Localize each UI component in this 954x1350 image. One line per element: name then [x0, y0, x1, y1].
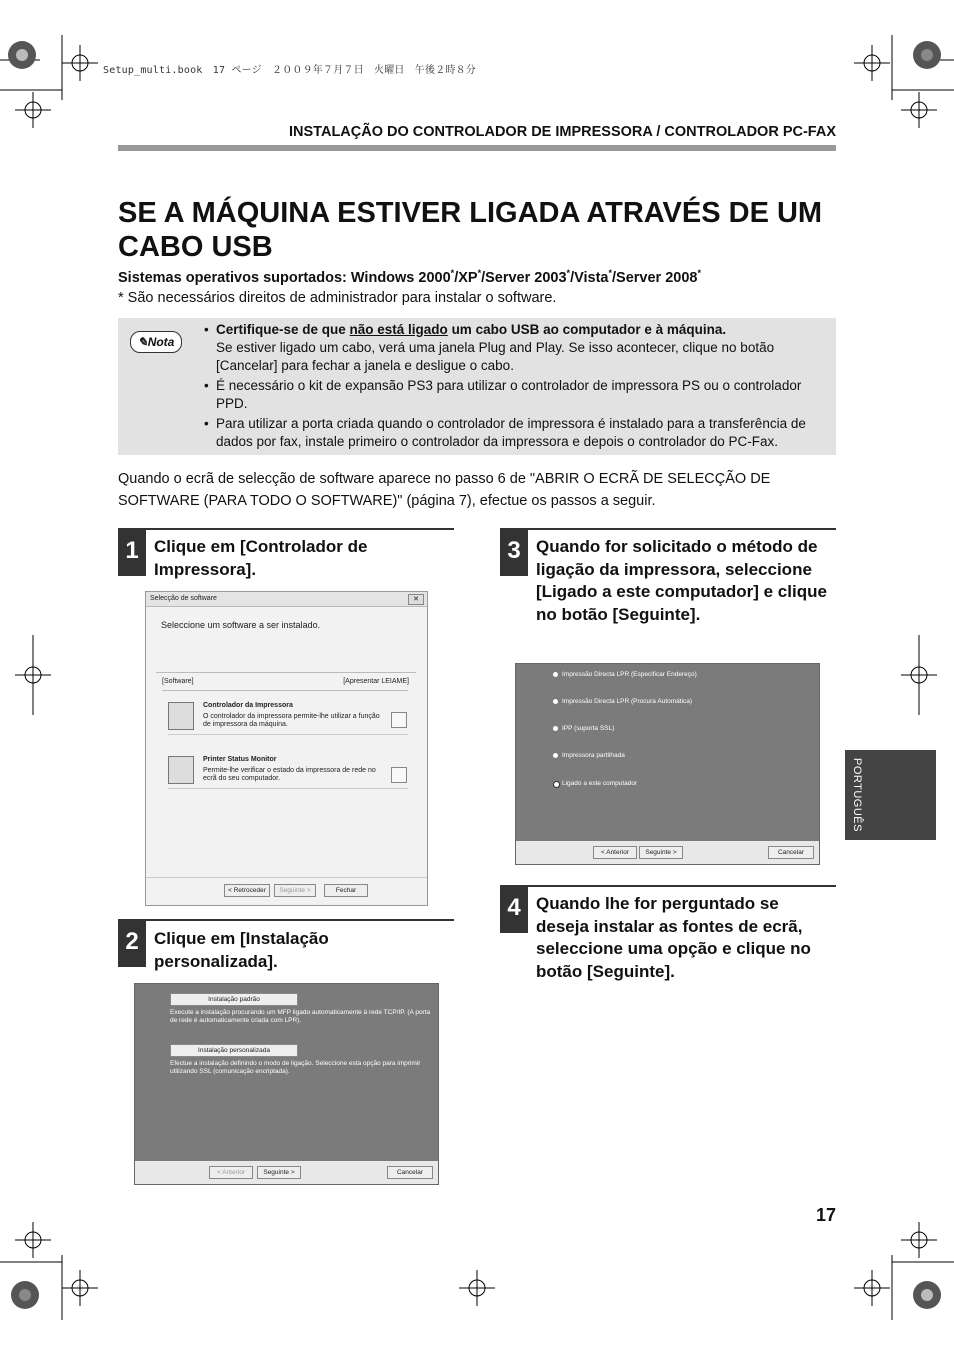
note-item: • Certifique-se de que não está ligado um cabo USB ao computador e à máquina. Se estiver ligado um cabo, verá uma janela Plug and Play. Se isso acontecer, clique no botão [Cancelar] para fechar a janela e desligue o cabo.: [204, 321, 829, 375]
step-text: Quando lhe for perguntado se deseja instalar as fontes de ecrã, seleccione uma opção e clique no botão [Seguinte].: [536, 894, 811, 981]
step-rule: [500, 528, 836, 530]
window-titlebar: [146, 592, 427, 607]
cancel-button[interactable]: Cancelar: [768, 846, 814, 859]
option-this-computer[interactable]: Ligado a este computador: [562, 780, 638, 787]
close-icon[interactable]: ✕: [408, 594, 424, 605]
option-shared-printer[interactable]: Impressora partilhada: [562, 752, 625, 759]
radio-icon[interactable]: [553, 672, 558, 677]
pencil-icon: ✎: [137, 335, 148, 349]
divider: [168, 734, 408, 735]
window-title: Selecção de software: [150, 595, 217, 602]
divider: [146, 877, 427, 878]
col-readme: [Apresentar LEIAME]: [343, 678, 409, 685]
next-button[interactable]: Seguinte >: [274, 884, 316, 897]
next-button[interactable]: Seguinte >: [639, 846, 683, 859]
item-printer-driver-desc: O controlador da impressora permite-lhe utilizar a função de impressora da máquina.: [203, 713, 380, 728]
step-text: Quando for solicitado o método de ligação da impressora, seleccione [Ligado a este computador] e clique no botão [Seguinte].: [536, 537, 827, 624]
step-text: Clique em [Instalação personalizada].: [154, 929, 329, 971]
note-list: [204, 321, 829, 453]
header-rule: [118, 145, 836, 151]
cancel-button[interactable]: Cancelar: [387, 1166, 433, 1179]
step-rule: [500, 885, 836, 887]
step-number: 3: [500, 530, 528, 576]
standard-install-desc: Execute a instalação procurando um MFP ligado automaticamente à rede TCP/IP. (A porta de rede é automaticamente criada com LPR).: [170, 1009, 431, 1024]
intro-paragraph: Quando o ecrã de selecção de software aparece no passo 6 de "ABRIR O ECRÃ DE SELECÇÃO DE SOFTWARE (PARA TODO O SOFTWARE)" (página 7), efectue os passos a seguir.: [118, 471, 771, 509]
item-printer-driver[interactable]: Controlador da Impressora: [203, 702, 293, 709]
previous-button[interactable]: < Anterior: [209, 1166, 253, 1179]
language-tab-label: PORTUGUÊS: [851, 758, 863, 832]
page-title: SE A MÁQUINA ESTIVER LIGADA ATRAVÉS DE UM CABO USB: [118, 197, 823, 263]
custom-install-desc: Efectue a instalação definindo o modo de ligação. Seleccione esta opção para imprimir utilizando SSL (comunicação encriptada).: [170, 1060, 421, 1075]
supported-os-line: Sistemas operativos suportados: Windows 2000*/XP*/Server 2003*/Vista*/Server 2008*: [118, 268, 701, 286]
note-item: • É necessário o kit de expansão PS3 para utilizar o controlador de impressora PS ou o controlador PPD.: [204, 377, 829, 413]
screenshot-connection-method: [515, 663, 820, 865]
nota-badge: ✎Nota: [130, 331, 182, 353]
next-button[interactable]: Seguinte >: [257, 1166, 301, 1179]
step-text: Clique em [Controlador de Impressora].: [154, 537, 368, 579]
divider: [162, 690, 408, 691]
note-item: • Para utilizar a porta criada quando o controlador de impressora é instalado para a transferência de dados por fax, instale primeiro o controlador da impressora e depois o controlador do PC-Fax.: [204, 415, 829, 451]
page-number: 17: [815, 1205, 836, 1225]
screenshot-install-type: [134, 983, 439, 1185]
close-button[interactable]: Fechar: [324, 884, 368, 897]
software-heading: Seleccione um software a ser instalado.: [161, 620, 321, 630]
back-button[interactable]: < Retroceder: [224, 884, 270, 897]
radio-selected-icon[interactable]: [553, 781, 560, 788]
radio-icon[interactable]: [553, 726, 558, 731]
status-monitor-icon[interactable]: [168, 756, 194, 784]
option-lpr-address[interactable]: Impressão Directa LPR (Especificar Endereço): [562, 671, 697, 678]
col-software: [Software]: [162, 678, 194, 685]
printer-icon[interactable]: [168, 702, 194, 730]
step-rule: [118, 528, 454, 530]
running-head: INSTALAÇÃO DO CONTROLADOR DE IMPRESSORA / CONTROLADOR PC-FAX: [289, 124, 836, 140]
standard-install-button[interactable]: Instalação padrão: [170, 993, 298, 1006]
step-number: 1: [118, 530, 146, 576]
step-number: 4: [500, 887, 528, 933]
divider: [168, 788, 408, 789]
option-lpr-auto[interactable]: Impressão Directa LPR (Procura Automática): [562, 698, 693, 705]
print-slug: Setup_multi.book 17 ページ ２００９年７月７日 火曜日 午後２時８分: [103, 65, 476, 76]
screenshot-software-selection: [145, 591, 428, 906]
readme-icon[interactable]: [391, 712, 407, 728]
item-status-monitor-desc: Permite-lhe verificar o estado da impressora de rede no ecrã do seu computador.: [203, 767, 376, 782]
divider: [156, 672, 416, 673]
previous-button[interactable]: < Anterior: [593, 846, 637, 859]
step-number: 2: [118, 921, 146, 967]
admin-rights-note: * São necessários direitos de administrador para instalar o software.: [118, 290, 557, 306]
radio-icon[interactable]: [553, 753, 558, 758]
readme-icon[interactable]: [391, 767, 407, 783]
radio-icon[interactable]: [553, 699, 558, 704]
item-status-monitor[interactable]: Printer Status Monitor: [203, 756, 277, 763]
custom-install-button[interactable]: Instalação personalizada: [170, 1044, 298, 1057]
step-rule: [118, 919, 454, 921]
option-ipp[interactable]: IPP (suporta SSL): [562, 725, 615, 732]
